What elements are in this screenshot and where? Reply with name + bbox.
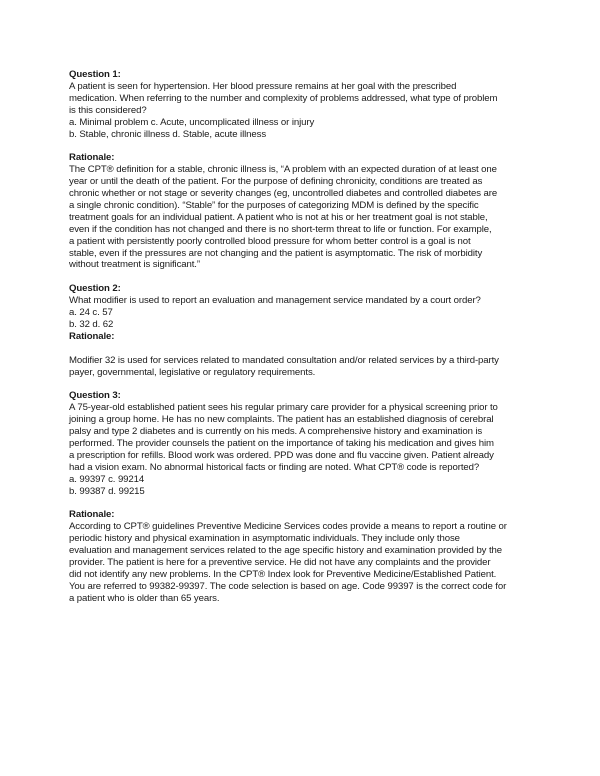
rationale-1 (69, 152, 544, 271)
question-2-option-line: a. 24 c. 57 (69, 307, 113, 319)
question-3-line: joining a group home. He has no new complaints. The patient has an established diagnosis of cerebral (69, 414, 494, 426)
question-1 (69, 69, 544, 140)
question-2-line: What modifier is used to report an evaluation and management service mandated by a court order? (69, 295, 481, 307)
question-1-line: is this considered? (69, 104, 147, 116)
rationale-3 (69, 509, 544, 604)
question-3-line: A 75-year-old established patient sees his regular primary care provider for a physical screening prior to (69, 402, 498, 414)
spacer (69, 271, 544, 283)
rationale-1-line: without treatment is significant.” (69, 259, 200, 271)
rationale-1-line: stable, even if the pressures are not changing and the patient is asymptomatic. The risk of morbidity (69, 247, 483, 259)
question-1-option-line: a. Minimal problem c. Acute, uncomplicated illness or injury (69, 116, 315, 128)
question-1-line: medication. When referring to the number and complexity of problems addressed, what type of problem (69, 92, 498, 104)
question-2-heading: Question 2: (69, 283, 121, 295)
document-content (69, 69, 544, 605)
rationale-1-line: treatment goals for an individual patient. A patient who is not at his or her treatment goal is not stable, (69, 211, 488, 223)
spacer (69, 379, 544, 391)
rationale-3-line: periodic history and physical examination in asymptomatic individuals. They include only those (69, 533, 460, 545)
question-3-line: palsy and type 2 diabetes and is currently on his meds. A comprehensive history and examination is (69, 426, 483, 438)
question-3-option-line: b. 99387 d. 99215 (69, 485, 145, 497)
spacer (69, 140, 544, 152)
question-3-option-line: a. 99397 c. 99214 (69, 473, 145, 485)
rationale-2-line: payer, governmental, legislative or regulatory requirements. (69, 366, 316, 378)
rationale-1-line: The CPT® definition for a stable, chronic illness is, “A problem with an expected duration of at least one (69, 164, 497, 176)
question-1-line: A patient is seen for hypertension. Her blood pressure remains at her goal with the prescribed (69, 80, 457, 92)
question-1-heading: Question 1: (69, 69, 121, 80)
rationale-3-line: provider. The patient is here for a preventive service. He did not have any complaints and the provider (69, 557, 491, 569)
rationale-3-heading: Rationale: (69, 509, 115, 521)
question-3-heading: Question 3: (69, 390, 121, 402)
question-3-line: performed. The provider counsels the patient on the importance of taking his medication and gives him (69, 438, 494, 450)
question-2-option-line: b. 32 d. 62 (69, 319, 114, 330)
rationale-1-line: a patient with persistently poorly controlled blood pressure for whom better control is a goal is not (69, 235, 471, 247)
rationale-2-line: Modifier 32 is used for services related to mandated consultation and/or related services by a third-party (69, 354, 499, 366)
rationale-3-line: According to CPT® guidelines Preventive Medicine Services codes provide a means to report a routine or (69, 521, 507, 533)
question-3 (69, 390, 544, 497)
rationale-3-line: did not identify any new problems. In the CPT® Index look for Preventive Medicine/Established Patient. (69, 568, 497, 580)
rationale-1-line: year or until the death of the patient. For the purpose of defining chronicity, conditions are treated as (69, 176, 483, 188)
question-2 (69, 283, 544, 378)
question-1-option-line: b. Stable, chronic illness d. Stable, acute illness (69, 128, 267, 140)
spacer (69, 343, 544, 355)
spacer (69, 498, 544, 510)
question-3-line: a prescription for refills. Blood work was ordered. PPD was done and flu vaccine given. Patient already (69, 449, 494, 461)
rationale-2-heading: Rationale: (69, 330, 115, 342)
rationale-3-line: You are referred to 99382-99397. The code selection is based on age. Code 99397 is the correct code for (69, 580, 507, 592)
question-3-line: had a vision exam. No abnormal historical facts or finding are noted. What CPT® code is reported? (69, 461, 480, 473)
rationale-1-line: chronic whether or not stage or severity changes (eg, uncontrolled diabetes and controlled diabetes are (69, 188, 498, 200)
rationale-1-heading: Rationale: (69, 152, 115, 164)
rationale-3-line: evaluation and management services related to the age specific history and examination provided by the (69, 545, 502, 557)
rationale-3-line: a patient who is older than 65 years. (69, 592, 220, 604)
rationale-1-line: even if the condition has not changed and there is no short-term threat to life or function. For example, (69, 223, 492, 235)
rationale-1-line: a single chronic condition). “Stable” for the purposes of categorizing MDM is defined by the specific (69, 199, 479, 211)
